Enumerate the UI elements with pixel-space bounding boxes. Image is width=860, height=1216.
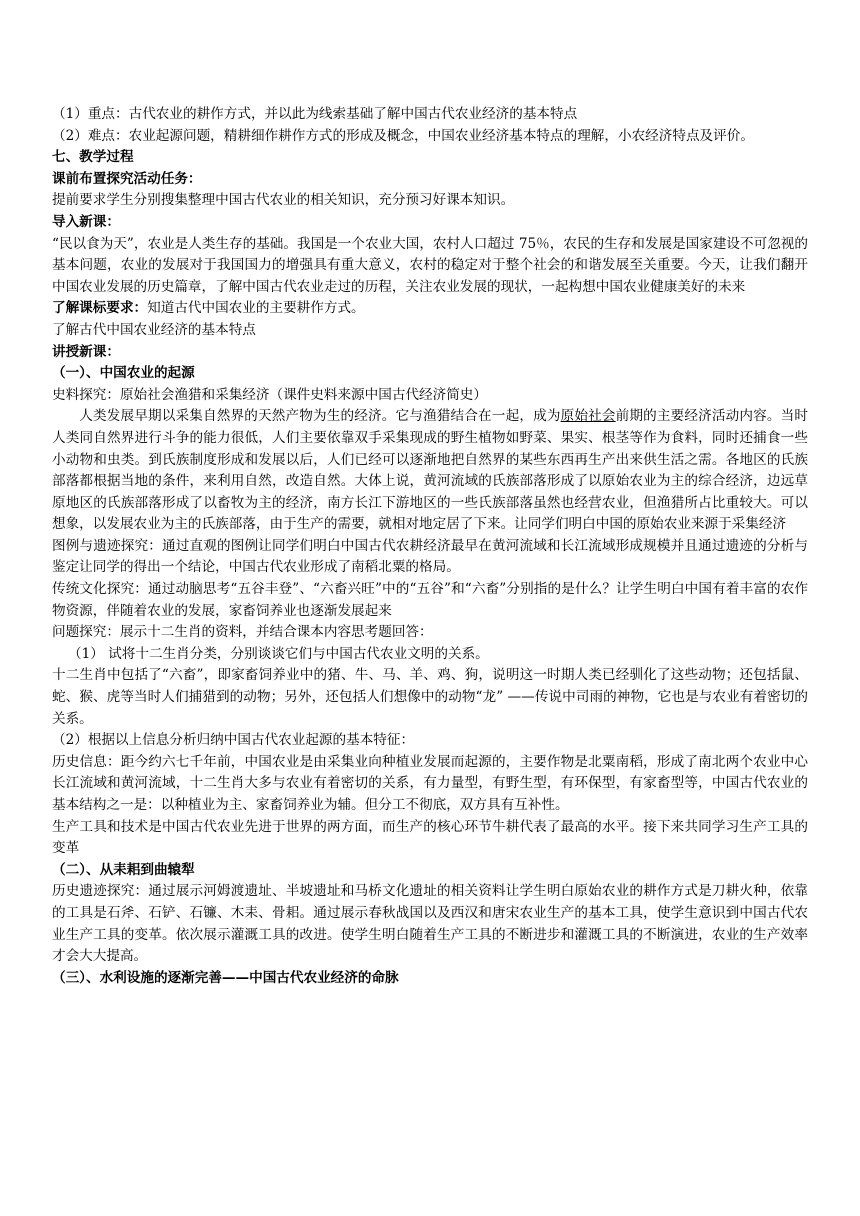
question-exploration: 问题探究：展示十二生肖的资料，并结合课本内容思考题回答： — [52, 624, 433, 641]
document-page — [52, 104, 808, 989]
part2-heading: （二）、从耒耜到曲辕犁 — [52, 861, 195, 878]
pre-class-text: 提前要求学生分别搜集整理中国古代农业的相关知识，充分预习好课本知识。 — [52, 192, 515, 209]
question-2: （2）根据以上信息分析归纳中国古代农业起源的基本特征： — [52, 732, 415, 749]
intro-text: “民以食为天”，农业是人类生存的基础。我国是一个农业大国，农村人口超过 75％，农民的生存和发展是国家建设不可忽视的基本问题，农业的发展对于我国国力的增强具有重大意义，农村的稳定对于整个社会的和谐发展至关重要。今天，让我们翻开中国农业发展的历史篇章，了解中国古代农业走过的历程，关注农业发展的现状，一起构想中国农业健康美好的未来 — [52, 235, 808, 295]
part2-text: 历史遗迹探究：通过展示河姆渡遗址、半坡遗址和马桥文化遗址的相关资料让学生明白原始农业的耕作方式是刀耕火种，依靠的工具是石斧、石铲、石镰、木耒、骨耜。通过展示春秋战国以及西汉和唐宋农业生产的基本工具，使学生意识到中国古代农业生产工具的变革。依次展示灌溉工具的改进。使学生明白随着生产工具的不断进步和灌溉工具的不断演进，农业的生产效率才会大大提高。 — [52, 883, 808, 965]
section-heading: 七、教学过程 — [52, 149, 134, 166]
lecture-label: 讲授新课： — [52, 343, 120, 360]
key-point-1: （1）重点：古代农业的耕作方式，并以此为线索基础了解中国古代农业经济的基本特点 — [52, 106, 578, 122]
part1-source: 史料探究：原始社会渔猎和采集经济（课件史料来源中国古代经济简史） — [52, 386, 487, 403]
culture-exploration: 传统文化探究：通过动脑思考“五谷丰登”、“六畜兴旺”中的“五谷”和“六畜”分别指的是什么？让学生明白中国有着丰富的农作物资源，伴随着农业的发展，家畜饲养业也逐渐发展起来 — [52, 581, 808, 619]
intro-label: 导入新课： — [52, 213, 120, 230]
standard-text-2: 了解古代中国农业经济的基本特点 — [52, 321, 256, 338]
para-text-a: 人类发展早期以采集自然界的天然产物为生的经济。它与渔猎结合在一起，成为 — [79, 408, 561, 425]
standard-line — [52, 298, 808, 320]
history-info: 历史信息：距今约六七千年前，中国农业是由采集业向种植业发展而起源的，主要作物是北粟南稻，形成了南北两个农业中心长江流域和黄河流域，十二生肖大多与农业有着密切的关系，有力量型，有野生型，有环保型，有家畜型等，中国古代农业的基本结构之一是：以种植业为主、家畜饲养业为辅。但分工不彻底，双方具有互补性。 — [52, 753, 808, 813]
question-1-answer: 十二生肖中包括了“六畜”，即家畜饲养业中的猪、牛、马、羊、鸡、狗，说明这一时期人类已经驯化了这些动物；还包括鼠、蛇、猴、虎等当时人们捕猎到的动物；另外，还包括人们想像中的动物“龙” ——传说中司雨的神物，它也是与农业有着密切的关系。 — [52, 667, 808, 727]
pre-class-label: 课前布置探究活动任务： — [52, 170, 202, 187]
standard-text-1: 知道古代中国农业的主要耕作方式。 — [147, 300, 365, 317]
key-point-2: （2）难点：农业起源问题，精耕细作耕作方式的形成及概念，中国农业经济基本特点的理解，小农经济特点及评价。 — [52, 127, 754, 144]
part1-heading: （一）、中国农业的起源 — [52, 365, 195, 382]
para-text-b: 前期的主要经济活动内容。当时人类同自然界进行斗争的能力很低，人们主要依靠双手采集现成的野生植物如野菜、果实、根茎等作为食料，同时还捕食一些小动物和虫类。到氏族制度形成和发展以后，人们已经可以逐渐地把自然界的某些东西再生产出来供生活之需。各地区的氏族部落都根据当地的条件，来利用自然，改造自然。大体上说，黄河流域的氏族部落形成了以原始农业为主的综合经济，边远草原地区的氏族部落形成了以畜牧为主的经济，南方长江下游地区的一些氏族部落虽然也经营农业，但渔猎所占比重较大。可以想象，以发展农业为主的氏族部落，由于生产的需要，就相对地定居了下来。让同学们明白中国的原始农业来源于采集经济 — [52, 408, 809, 533]
part1-paragraph — [52, 406, 808, 536]
legend-exploration: 图例与遗迹探究：通过直观的图例让同学们明白中国古代农耕经济最早在黄河流域和长江流域形成规模并且通过遗迹的分析与鉴定让同学的得出一个结论，中国古代农业形成了南稻北粟的格局。 — [52, 537, 808, 576]
part3-heading: （三）、水利设施的逐渐完善——中国古代农业经济的命脉 — [52, 969, 399, 986]
primitive-society-link[interactable]: 原始社会 — [560, 408, 616, 425]
standard-label: 了解课标要求： — [52, 300, 148, 317]
question-1: （1） 试将十二生肖分类，分别谈谈它们与中国古代农业文明的关系。 — [68, 645, 489, 662]
tools-text: 生产工具和技术是中国古代农业先进于世界的两方面，而生产的核心环节牛耕代表了最高的水平。接下来共同学习生产工具的变革 — [52, 818, 808, 857]
